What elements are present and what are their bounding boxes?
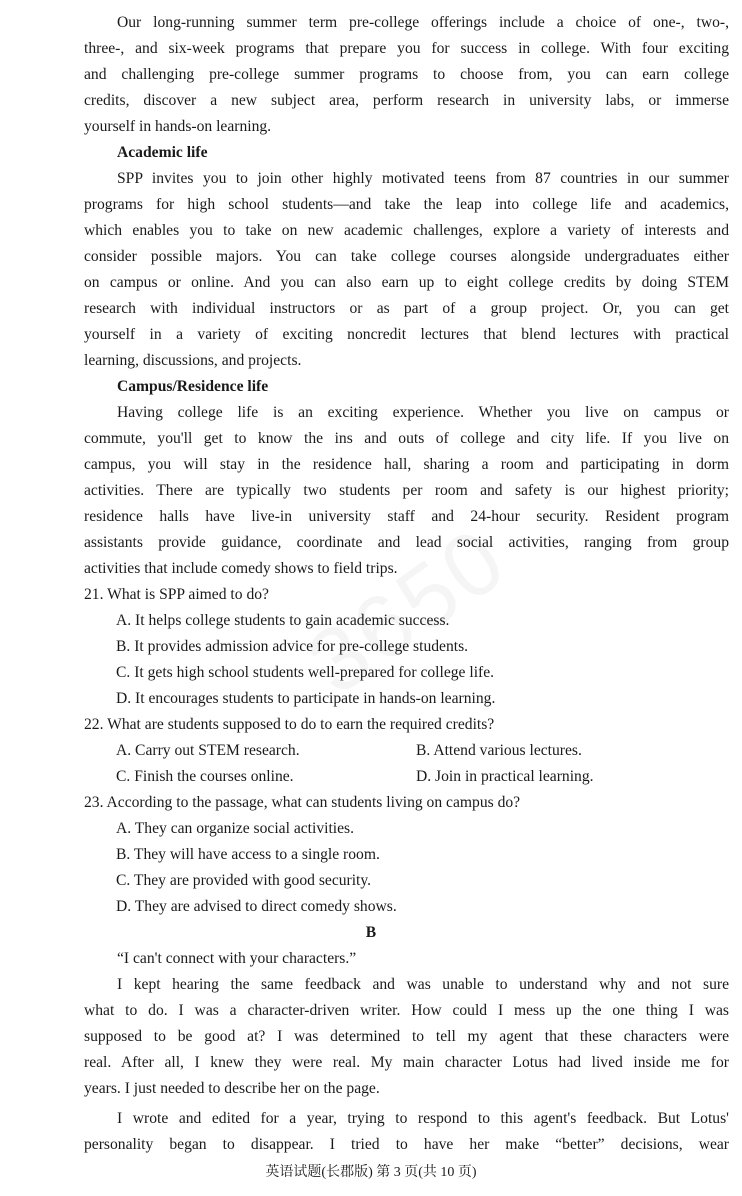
academic-line: on campus or online. And you can also earn up to eight college credits by doing STEM: [84, 274, 729, 291]
answer-option[interactable]: D. It encourages students to participate in hands-on learning.: [116, 690, 496, 707]
academic-line: programs for high school students—and take the leap into college life and academics,: [84, 196, 729, 213]
campus-line: commute, you'll get to know the ins and outs of college and city life. If you live on: [84, 430, 729, 447]
answer-option[interactable]: A. It helps college students to gain academic success.: [116, 612, 450, 629]
section-heading-campus: Campus/Residence life: [117, 378, 269, 395]
answer-option[interactable]: C. They are provided with good security.: [116, 872, 372, 889]
section-heading-academic: Academic life: [117, 144, 208, 161]
section-b-line: personality began to disappear. I tried to have her make “better” decisions, wear: [84, 1136, 729, 1153]
question-stem: 23. According to the passage, what can students living on campus do?: [84, 794, 521, 811]
question-stem: 21. What is SPP aimed to do?: [84, 586, 269, 603]
section-b-line: I wrote and edited for a year, trying to respond to this agent's feedback. But Lotus': [117, 1110, 729, 1127]
answer-option[interactable]: D. They are advised to direct comedy shows.: [116, 898, 397, 915]
intro-line: Our long-running summer term pre-college offerings include a choice of one-, two-,: [117, 14, 729, 31]
answer-option[interactable]: C. Finish the courses online.: [116, 768, 294, 785]
academic-line: consider possible majors. You can take college courses alongside undergraduates either: [84, 248, 729, 265]
intro-line: yourself in hands-on learning.: [84, 118, 272, 135]
campus-line: Having college life is an exciting experience. Whether you live on campus or: [117, 404, 729, 421]
academic-line: yourself in a variety of exciting noncredit lectures that blend lectures with practical: [84, 326, 729, 343]
intro-line: and challenging pre-college summer programs to choose from, you can earn college: [84, 66, 729, 83]
answer-option[interactable]: D. Join in practical learning.: [416, 768, 594, 785]
academic-line: which enables you to take on new academic challenges, explore a variety of interests and: [84, 222, 729, 239]
campus-line: activities. There are typically two students per room and safety is our highest priority;: [84, 482, 729, 499]
section-b-line: real. After all, I knew they were real. My main character Lotus had lived inside me for: [84, 1054, 729, 1071]
intro-line: three-, and six-week programs that prepare you for success in college. With four exciting: [84, 40, 729, 57]
answer-option[interactable]: B. They will have access to a single room.: [116, 846, 380, 863]
answer-option[interactable]: B. It provides admission advice for pre-college students.: [116, 638, 469, 655]
page-footer: 英语试题(长郡版) 第 3 页(共 10 页): [265, 1165, 477, 1180]
academic-line: research with individual instructors or as part of a group project. Or, you can get: [84, 300, 729, 317]
academic-line: learning, discussions, and projects.: [84, 352, 302, 369]
section-b-line: years. I just needed to describe her on the page.: [84, 1080, 380, 1097]
section-b-line: I kept hearing the same feedback and was unable to understand why and not sure: [117, 976, 729, 993]
campus-line: assistants provide guidance, coordinate and lead social activities, ranging from group: [84, 534, 729, 551]
academic-line: SPP invites you to join other highly motivated teens from 87 countries in our summer: [117, 170, 729, 187]
campus-line: residence halls have live-in university staff and 24-hour security. Resident program: [84, 508, 729, 525]
answer-option[interactable]: B. Attend various lectures.: [416, 742, 582, 759]
section-b-quote: “I can't connect with your characters.”: [117, 950, 357, 967]
section-b-line: what to do. I was a character-driven writer. How could I mess up the one thing I was: [84, 1002, 729, 1019]
section-label-b: B: [365, 924, 377, 941]
question-stem: 22. What are students supposed to do to earn the required credits?: [84, 716, 495, 733]
section-b-line: supposed to be good at? I was determined to tell my agent that these characters were: [84, 1028, 729, 1045]
campus-line: campus, you will stay in the residence hall, sharing a room and participating in dorm: [84, 456, 729, 473]
answer-option[interactable]: C. It gets high school students well-prepared for college life.: [116, 664, 495, 681]
answer-option[interactable]: A. They can organize social activities.: [116, 820, 355, 837]
campus-line: activities that include comedy shows to field trips.: [84, 560, 398, 577]
intro-line: credits, discover a new subject area, perform research in university labs, or immerse: [84, 92, 729, 109]
answer-option[interactable]: A. Carry out STEM research.: [116, 742, 300, 759]
